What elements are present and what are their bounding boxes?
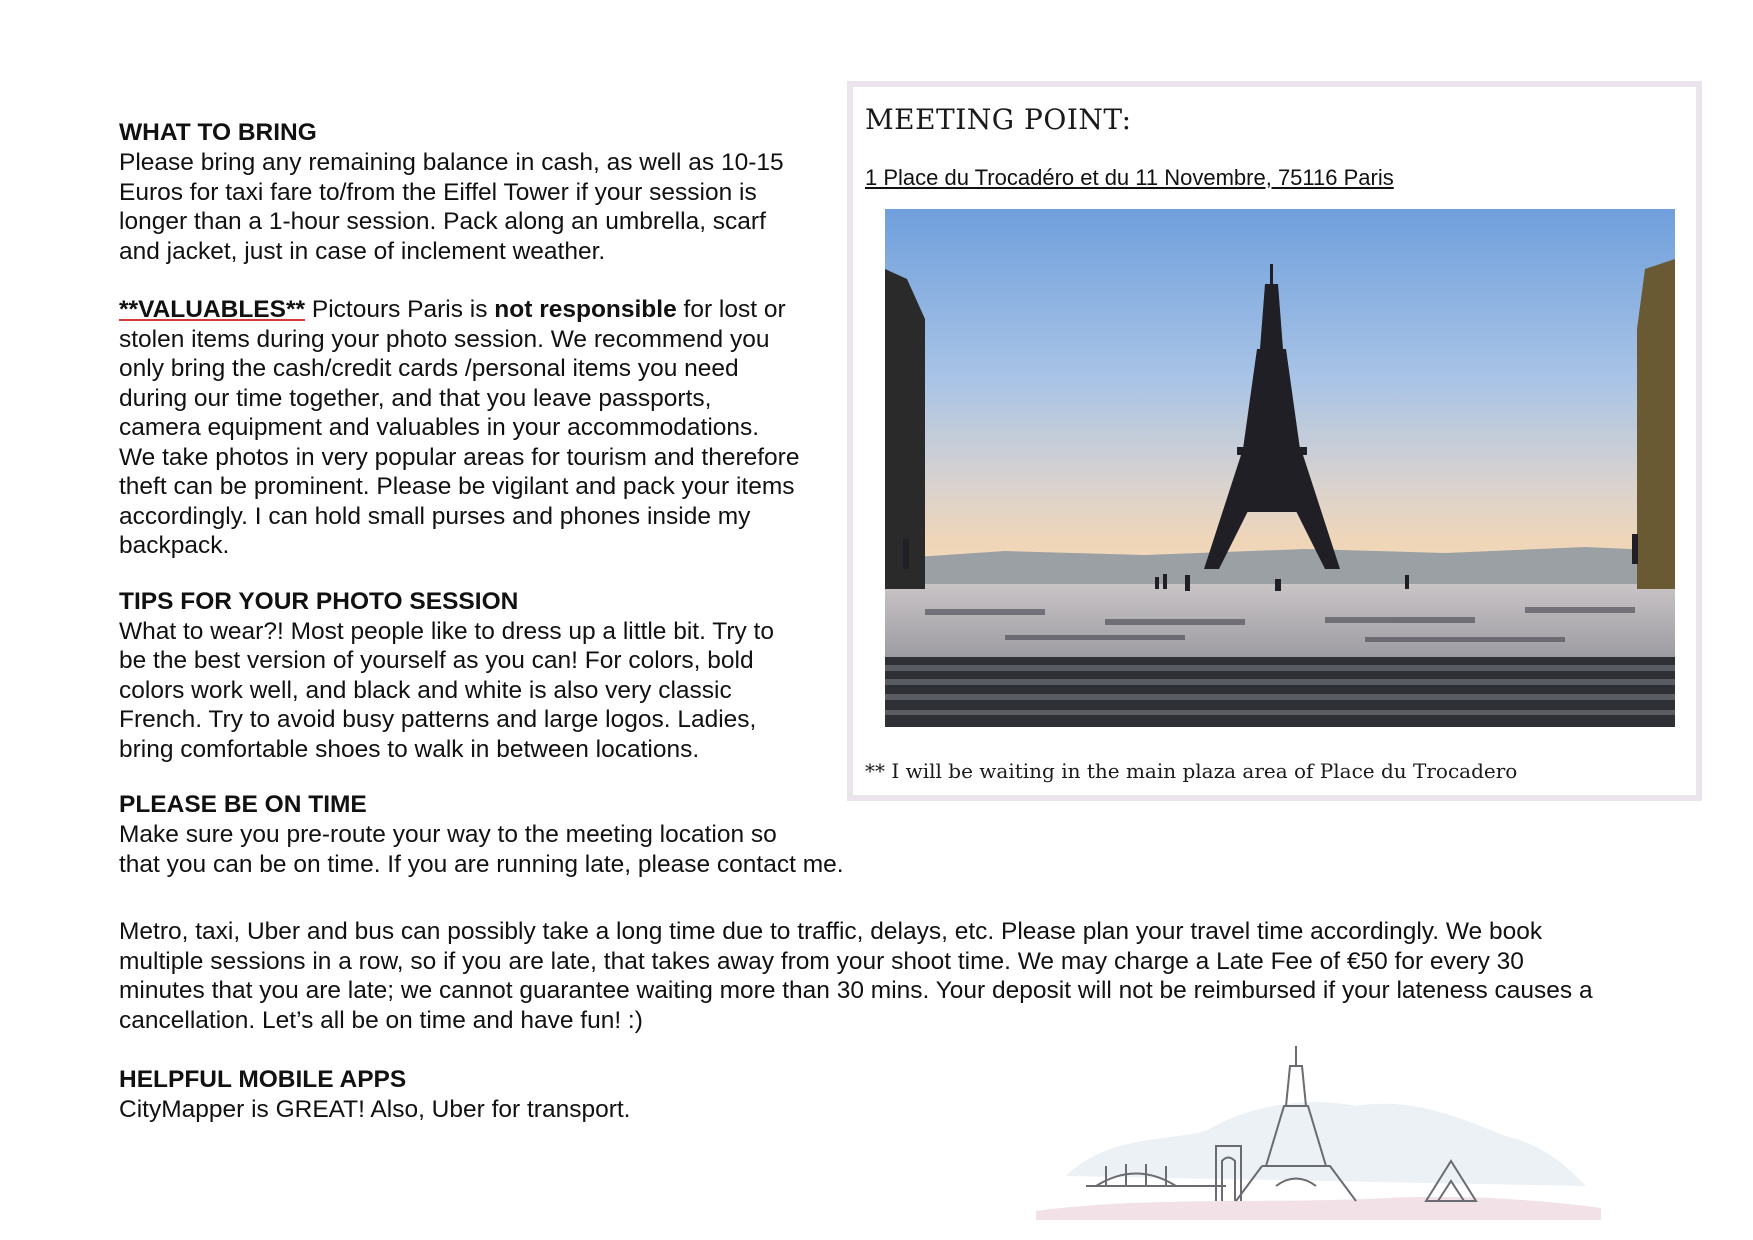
late-fee-line: minutes that you are late; we cannot guarantee waiting more than 30 mins. Your deposit will not be reimbursed if your lateness causes a — [119, 977, 1593, 1004]
helpful-apps-text: CityMapper is GREAT! Also, Uber for transport. — [119, 1096, 631, 1123]
valuables-lead: Pictours Paris is — [305, 296, 495, 323]
what-to-bring-heading: WHAT TO BRING — [119, 119, 317, 146]
what-to-bring-line: Please bring any remaining balance in cash, as well as 10-15 — [119, 149, 784, 176]
valuables-lead-end: for lost or — [676, 296, 786, 323]
eiffel-tower-photo — [885, 209, 1675, 727]
late-fee-line: Metro, taxi, Uber and bus can possibly take a long time due to traffic, delays, etc. Please plan your travel time accordingly. We book — [119, 918, 1543, 945]
valuables-first-line — [119, 295, 839, 325]
tips-line: be the best version of yourself as you can! For colors, bold — [119, 647, 754, 674]
meeting-address-link[interactable]: 1 Place du Trocadéro et du 11 Novembre, 75116 Paris — [865, 165, 1394, 190]
tips-line: What to wear?! Most people like to dress up a little bit. Try to — [119, 617, 774, 645]
valuables-line: accordingly. I can hold small purses and phones inside my — [119, 502, 751, 530]
late-fee-line: cancellation. Let’s all be on time and have fun! :) — [119, 1006, 643, 1034]
tips-line: French. Try to avoid busy patterns and large logos. Ladies, — [119, 706, 757, 733]
late-fee-line: multiple sessions in a row, so if you are late, that takes away from your shoot time. We may charge a Late Fee of €50 for every 30 — [119, 947, 1524, 975]
left-column — [119, 118, 844, 879]
tips-line: bring comfortable shoes to walk in between locations. — [119, 735, 700, 763]
meeting-point-title: MEETING POINT: — [865, 103, 1132, 136]
helpful-apps-heading: HELPFUL MOBILE APPS — [119, 1066, 407, 1093]
late-fee-paragraph — [119, 917, 1679, 1035]
what-to-bring-line: and jacket, just in case of inclement weather. — [119, 237, 606, 265]
valuables-tag: **VALUABLES** — [119, 296, 306, 323]
valuables-line: backpack. — [119, 532, 230, 559]
on-time-line: Make sure you pre-route your way to the meeting location so — [119, 821, 777, 848]
valuables-line: theft can be prominent. Please be vigilant and pack your items — [119, 473, 795, 500]
on-time-line: that you can be on time. If you are running late, please contact me. — [119, 850, 844, 878]
on-time-heading: PLEASE BE ON TIME — [119, 791, 367, 818]
valuables-line: We take photos in very popular areas for tourism and therefore — [119, 443, 800, 471]
what-to-bring-line: longer than a 1-hour session. Pack along an umbrella, scarf — [119, 208, 766, 235]
not-responsible-text: not responsible — [494, 296, 677, 323]
meeting-point-box — [847, 81, 1702, 801]
paris-watercolor-sketch — [1026, 1036, 1606, 1220]
valuables-line: camera equipment and valuables in your accommodations. — [119, 414, 760, 441]
valuables-line: during our time together, and that you leave passports, — [119, 384, 712, 412]
valuables-line: only bring the cash/credit cards /personal items you need — [119, 355, 739, 382]
what-to-bring-line: Euros for taxi fare to/from the Eiffel Tower if your session is — [119, 178, 757, 206]
meeting-note: ** I will be waiting in the main plaza area of Place du Trocadero — [865, 759, 1518, 783]
tips-line: colors work well, and black and white is also very classic — [119, 676, 732, 704]
valuables-line: stolen items during your photo session. We recommend you — [119, 325, 770, 353]
tips-heading: TIPS FOR YOUR PHOTO SESSION — [119, 587, 519, 615]
